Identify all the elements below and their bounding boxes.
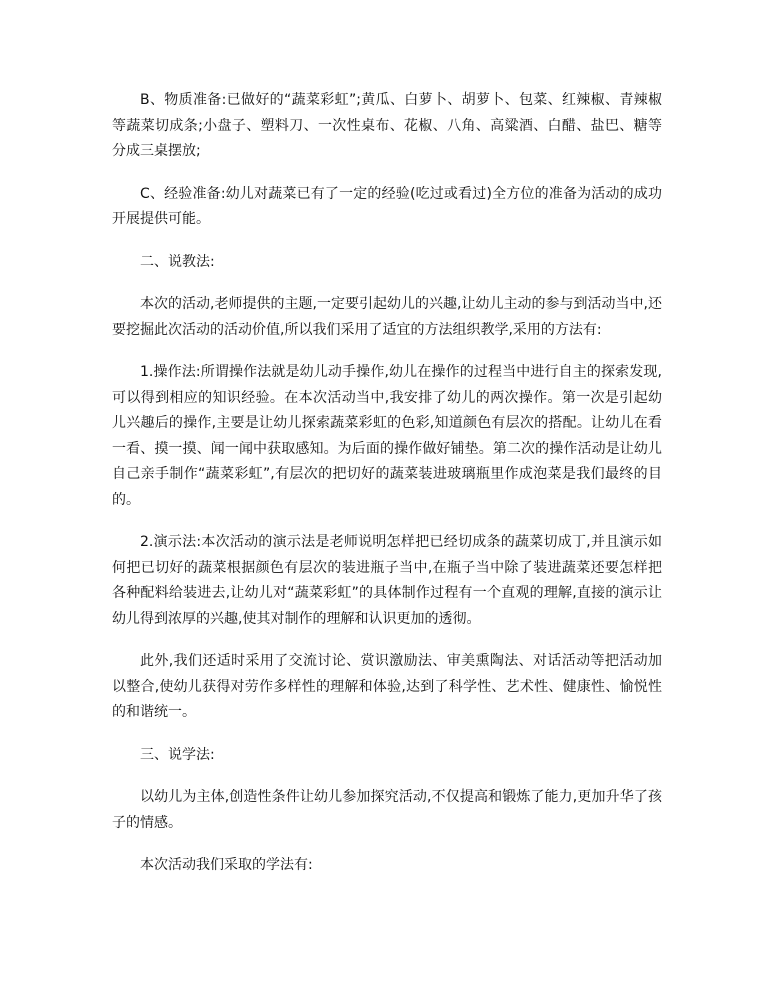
paragraph-experience-preparation: C、经验准备:幼儿对蔬菜已有了一定的经验(吃过或看过)全方位的准备为活动的成功开展提供可能。	[112, 185, 662, 227]
paragraph-learning-intro: 以幼儿为主体,创造性条件让幼儿参加探究活动,不仅提高和锻炼了能力,更加升华了孩子的情感。	[112, 789, 662, 831]
paragraph-learning-methods-lead: 本次活动我们采取的学法有:	[140, 857, 313, 873]
paragraph-teaching-intro: 本次的活动,老师提供的主题,一定要引起幼儿的兴趣,让幼儿主动的参与到活动当中,还要挖掘此次活动的活动价值,所以我们采用了适宜的方法组织教学,采用的方法有:	[112, 296, 662, 338]
section-heading-learning-methods: 三、说学法:	[140, 746, 215, 763]
paragraph-material-preparation: B、物质准备:已做好的“蔬菜彩虹”;黄瓜、白萝卜、胡萝卜、包菜、红辣椒、青辣椒等蔬菜切成条;小盘子、塑料刀、一次性桌布、花椒、八角、高粱酒、白醋、盐巴、糖等分成三桌摆放;	[112, 92, 662, 159]
document-body	[112, 88, 662, 896]
section-heading-teaching-methods: 二、说教法:	[140, 253, 215, 270]
paragraph-operation-method: 1.操作法:所谓操作法就是幼儿动手操作,幼儿在操作的过程当中进行自主的探索发现,可以得到相应的知识经验。在本次活动当中,我安排了幼儿的两次操作。第一次是引起幼儿兴趣后的操作,主要是让幼儿探索蔬菜彩虹的色彩,知道颜色有层次的搭配。让幼儿在看一看、摸一摸、闻一闻中获取感知。为后面的操作做好铺垫。第二次的操作活动是让幼儿自己亲手制作“蔬菜彩虹”,有层次的把切好的蔬菜装进玻璃瓶里作成泡菜是我们最终的目的。	[112, 364, 662, 508]
paragraph-other-methods: 此外,我们还适时采用了交流讨论、赏识激励法、审美熏陶法、对话活动等把活动加以整合,使幼儿获得对劳作多样性的理解和体验,达到了科学性、艺术性、健康性、愉悦性的和谐统一。	[112, 653, 662, 720]
paragraph-demonstration-method: 2.演示法:本次活动的演示法是老师说明怎样把已经切成条的蔬菜切成丁,并且演示如何把已切好的蔬菜根据颜色有层次的装进瓶子当中,在瓶子当中除了装进蔬菜还要怎样把各种配料给装进去,让幼儿对“蔬菜彩虹”的具体制作过程有一个直观的理解,直接的演示让幼儿得到浓厚的兴趣,使其对制作的理解和认识更加的透彻。	[112, 534, 662, 627]
